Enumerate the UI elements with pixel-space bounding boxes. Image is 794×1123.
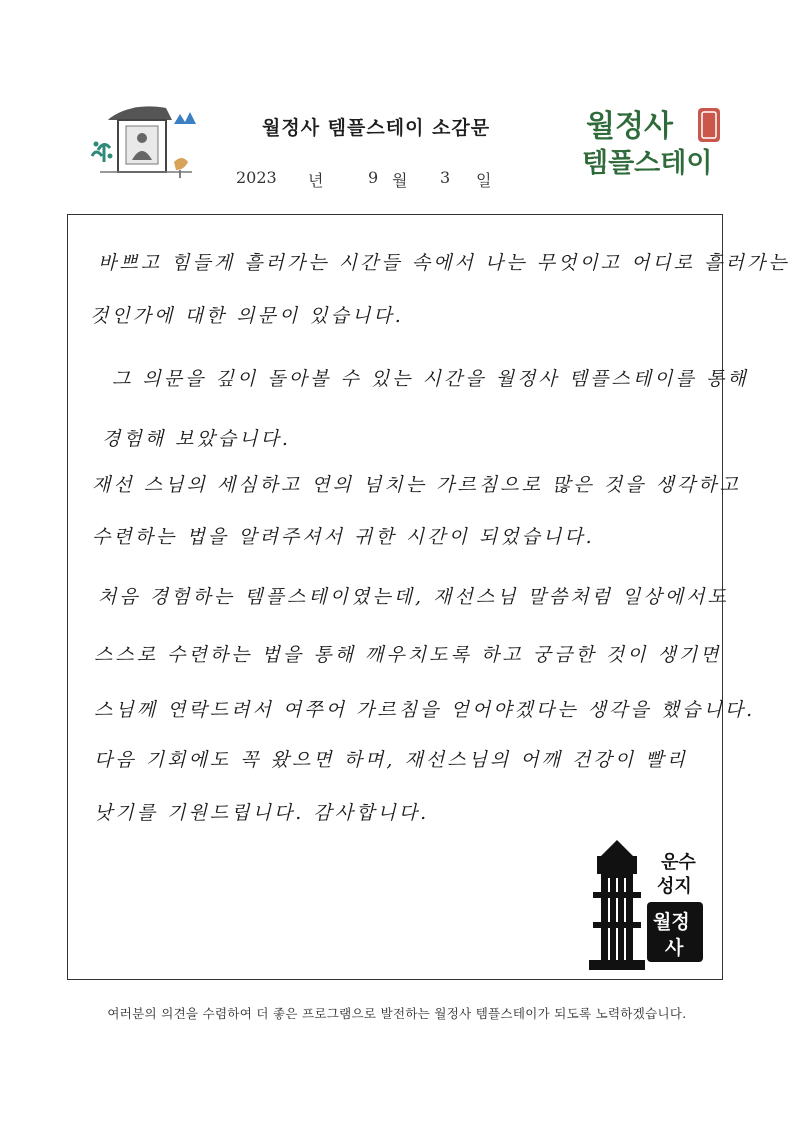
handwritten-line-3: 그 의문을 깊이 돌아볼 수 있는 시간을 월정사 템플스테이를 통해 <box>112 368 749 390</box>
handwritten-line-2: 것인가에 대한 의문이 있습니다. <box>90 305 404 327</box>
brand-logo-text-2: 템플스테이 <box>582 148 713 179</box>
handwritten-line-6: 수련하는 법을 알려주셔서 귀한 시간이 되었습니다. <box>92 526 595 548</box>
seal-text-4: 사 <box>665 937 684 959</box>
temple-seal-stamp <box>583 826 708 974</box>
date-month: 9 <box>368 168 379 187</box>
seal-text-2: 성지 <box>657 876 692 897</box>
handwritten-line-10: 다음 기회에도 꼭 왔으면 하며, 재선스님의 어깨 건강이 빨리 <box>94 749 688 771</box>
page-title: 월정사 템플스테이 소감문 <box>262 117 491 139</box>
seal-text-3: 월정 <box>653 911 690 933</box>
brand-logo <box>578 100 728 180</box>
date-day-unit: 일 <box>476 171 492 190</box>
handwritten-line-8: 스스로 수련하는 법을 통해 깨우치도록 하고 궁금한 것이 생기면 <box>94 644 722 666</box>
handwritten-line-1: 바쁘고 힘들게 흘러가는 시간들 속에서 나는 무엇이고 어디로 흘러가는 <box>98 252 790 274</box>
handwritten-line-11: 낫기를 기원드립니다. 감사합니다. <box>94 802 430 824</box>
handwritten-line-4: 경험해 보았습니다. <box>102 428 291 450</box>
date-day: 3 <box>440 168 451 187</box>
date-year: 2023 <box>236 168 277 187</box>
handwritten-line-5: 재선 스님의 세심하고 연의 넘치는 가르침으로 많은 것을 생각하고 <box>92 474 741 496</box>
temple-logo-icon <box>88 100 203 185</box>
brand-logo-text-1: 월정사 <box>586 109 673 144</box>
handwritten-line-7: 처음 경험하는 템플스테이였는데, 재선스님 말씀처럼 일상에서도 <box>98 586 729 608</box>
date-month-unit: 월 <box>392 171 408 190</box>
date-year-unit: 년 <box>308 171 324 190</box>
handwritten-line-9: 스님께 연락드려서 여쭈어 가르침을 얻어야겠다는 생각을 했습니다. <box>94 699 756 721</box>
seal-text-1: 운수 <box>661 852 696 873</box>
footer-note: 여러분의 의견을 수렴하여 더 좋은 프로그램으로 발전하는 월정사 템플스테이가 되도록 노력하겠습니다. <box>107 1006 687 1021</box>
